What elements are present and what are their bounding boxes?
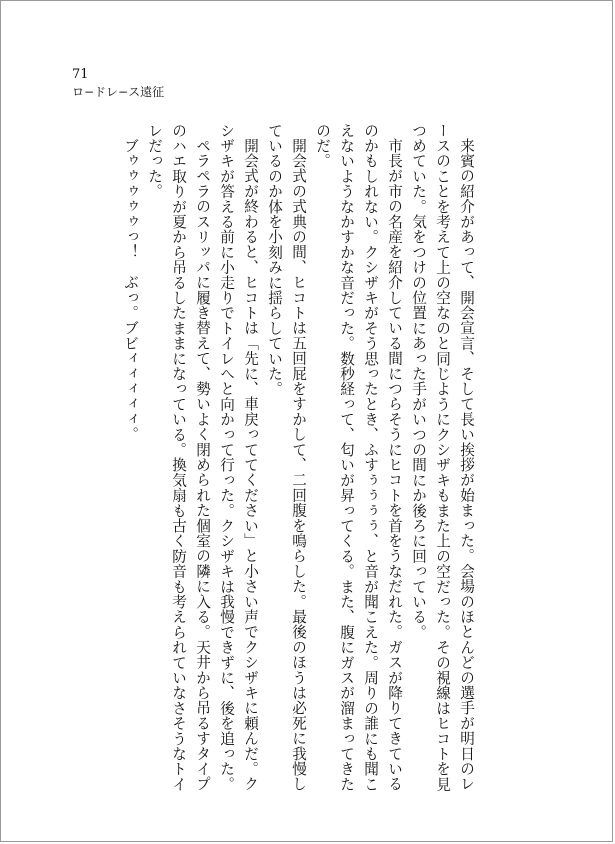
paragraph: 開会式が終わると、ヒコトは「先に、車戻っててください」と小さい声でクシザキに頼んだ。クシザキが答える前に小走りでトイレへと向かって行った。クシザキは我慢できずに、後を追った。: [218, 123, 259, 792]
vertical-body-text: [118, 123, 478, 803]
chapter-title: ロ−ドレ−ス遠征: [72, 85, 165, 99]
paragraph: 市長が市の名産を紹介している間につらそうにヒコトを首をうなだれた。ガスが降りてきているのかもしれない。クシザキがそう思ったとき、ふすぅぅぅぅ、と音が聞こえた。周りの誰にも聞こえないようなかすかな音だった。数秒経って、匂いが昇ってくる。また、腹にガスが溜まってきたのだ。: [314, 123, 403, 792]
page-header: [72, 67, 164, 100]
paragraph: ブゥゥゥゥゥっ！ ぶっ。ブビィィィィィ。: [122, 137, 139, 442]
paragraph: 開会式の式典の間、ヒコトは五回屁をすかして、二回腹を鳴らした。最後のほうは必死に我慢しているのか体を小刻みに揺らしていた。: [266, 123, 307, 792]
paragraph: 来賓の紹介があって、開会宣言、そして長い挨拶が始まった。会場のほとんどの選手が明日のレースのことを考えて上の空なのと同じようにクシザキもまた上の空だった。その視線はヒコトを見つめていた。気をつけの位置にあった手がいつの間にか後ろに回っている。: [410, 123, 475, 792]
paragraph: ペラペラのスリッパに履き替えて、勢いよく閉められた個室の隣に入る。天井から吊るすタイプのハエ取りが夏から吊るしたままになっている。換気扇も古く防音も考えられていなさそうなトイレだった。: [146, 123, 211, 792]
page-number: 71: [72, 67, 89, 82]
